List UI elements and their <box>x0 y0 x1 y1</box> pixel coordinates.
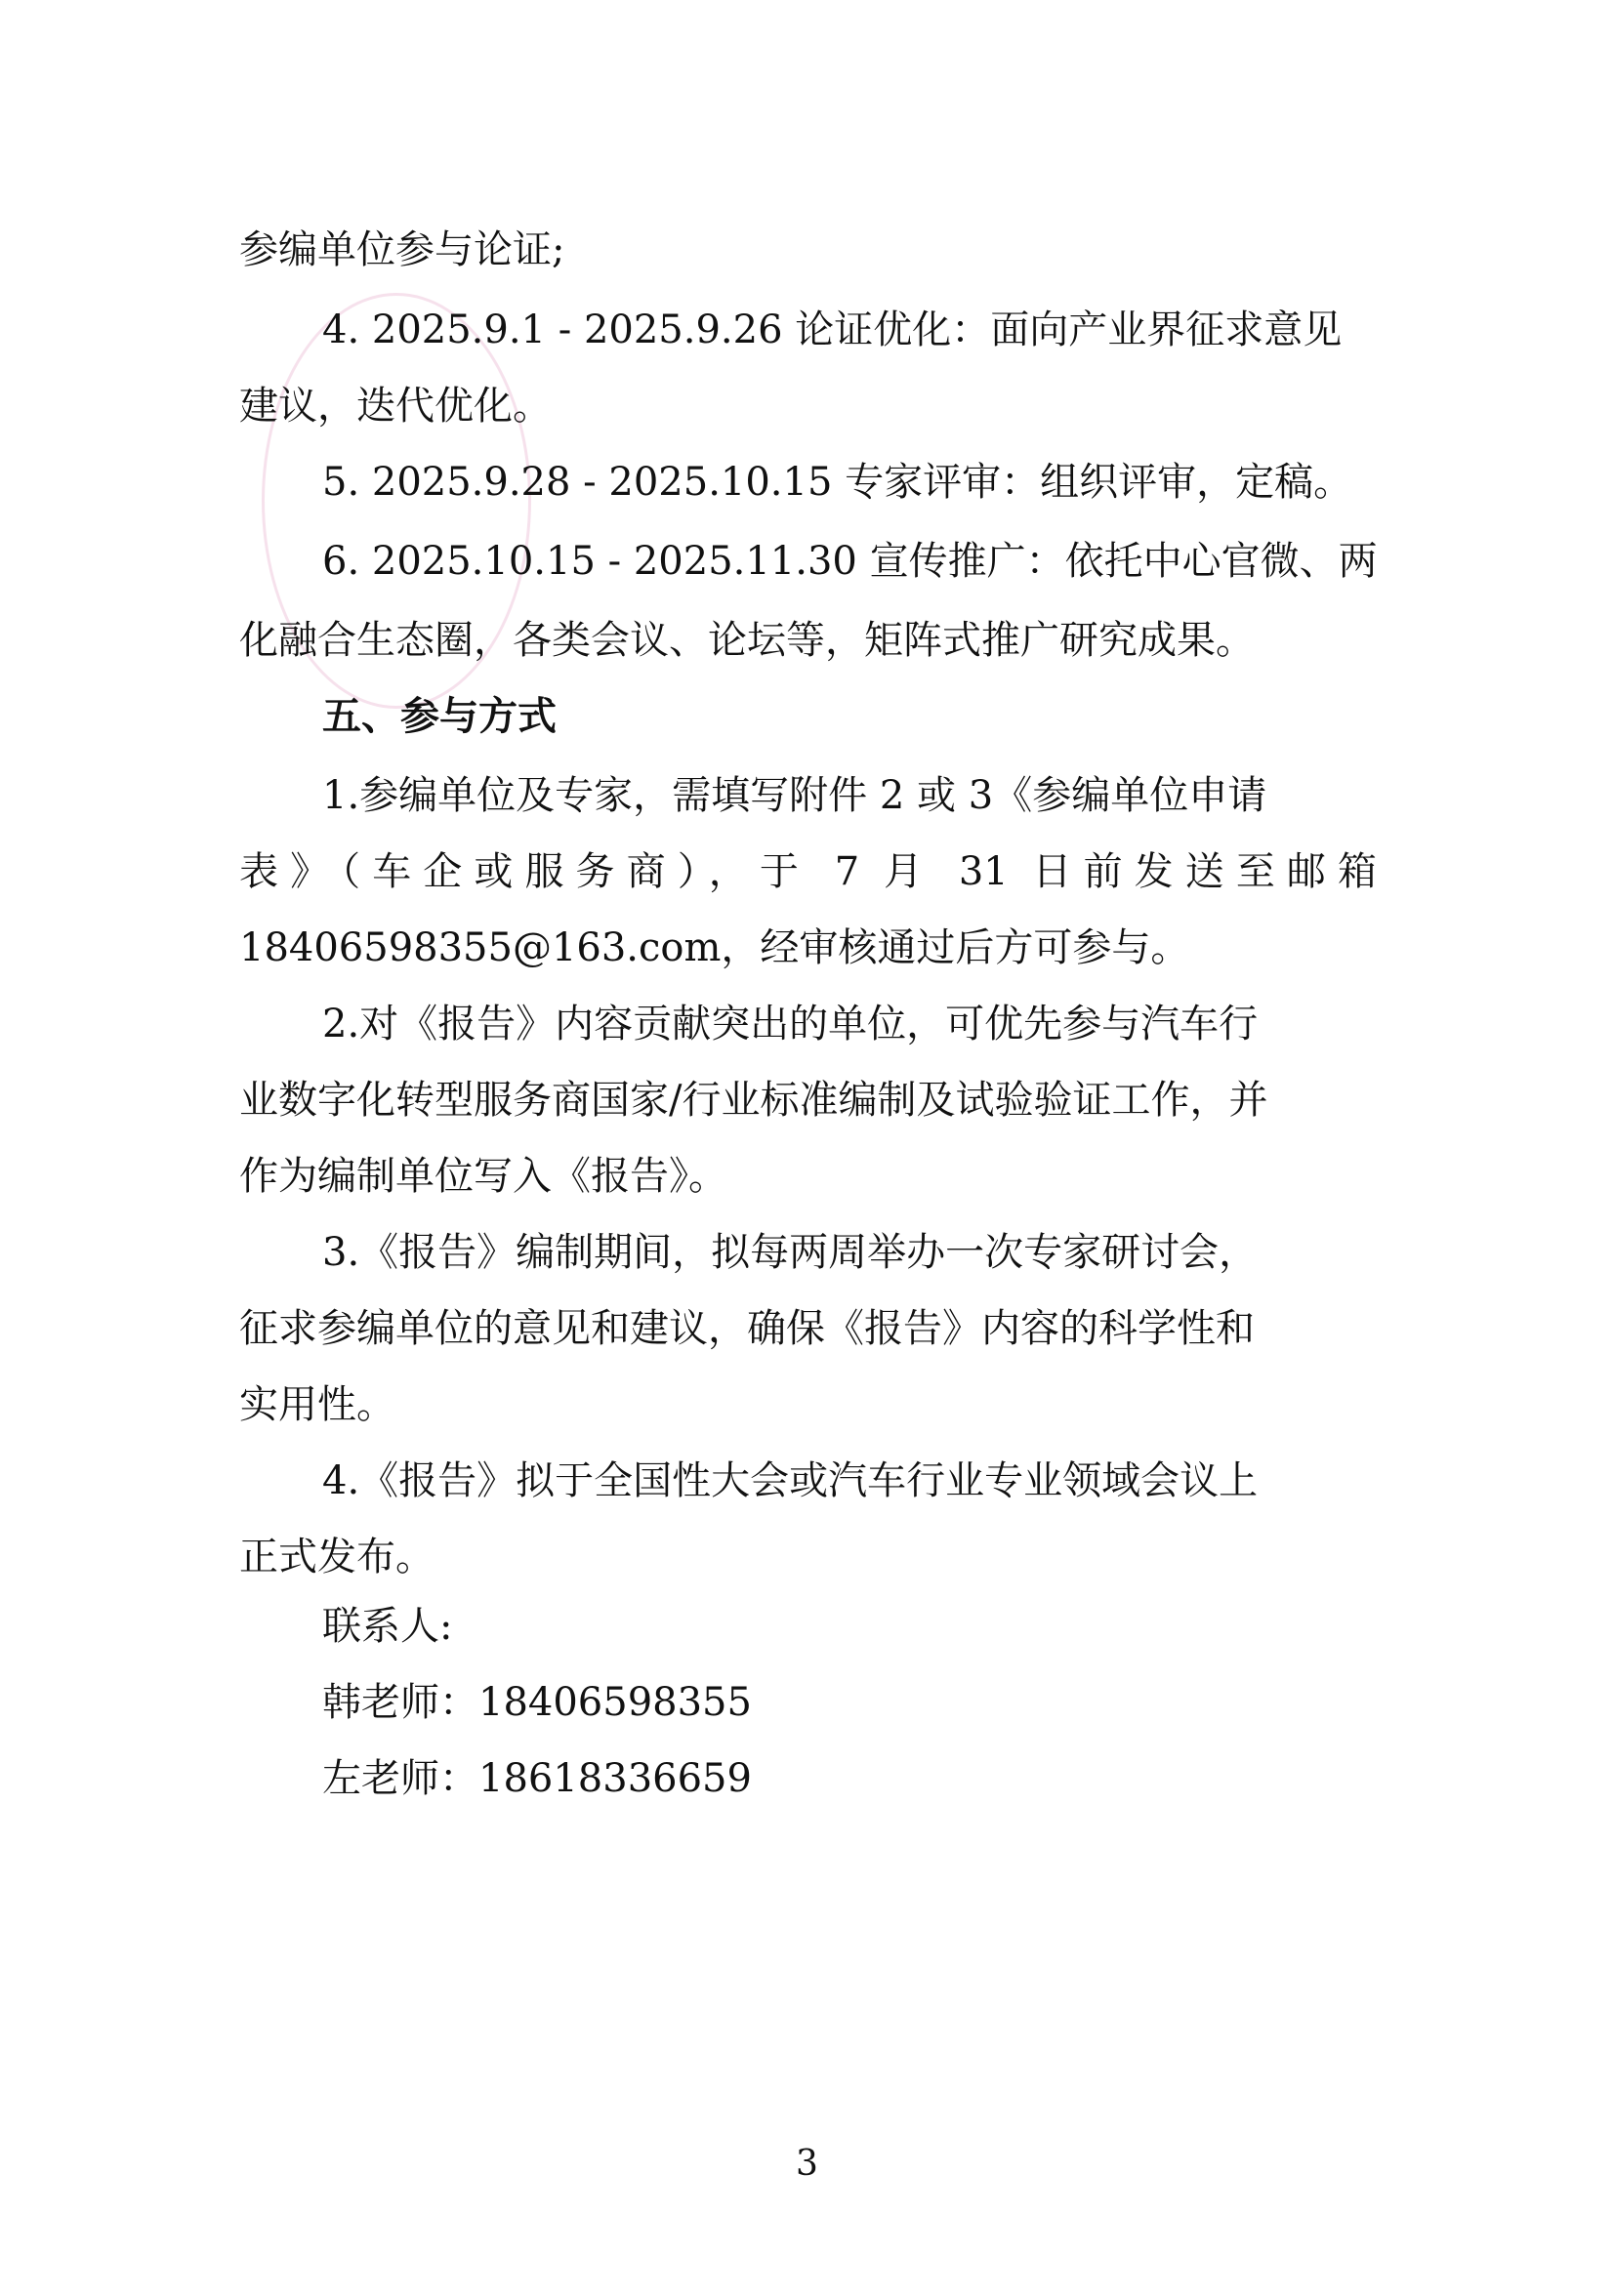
text-line: 1.参编单位及专家，需填写附件 2 或 3《参编单位申请 <box>322 773 1267 818</box>
text-line: 实用性。 <box>239 1382 395 1427</box>
text-line: 4.《报告》拟于全国性大会或汽车行业专业领域会议上 <box>322 1458 1259 1503</box>
text-line: 参编单位参与论证; <box>239 227 565 272</box>
text-line-email: 18406598355@163.com，经审核通过后方可参与。 <box>239 925 1190 970</box>
text-line: 征求参编单位的意见和建议，确保《报告》内容的科学性和 <box>239 1306 1255 1351</box>
text-line: 化融合生态圈，各类会议、论坛等，矩阵式推广研究成果。 <box>239 618 1255 663</box>
text-line: 4. 2025.9.1 - 2025.9.26 论证优化：面向产业界征求意见 <box>322 308 1343 352</box>
text-line: 正式发布。 <box>239 1535 435 1579</box>
text-line: 5. 2025.9.28 - 2025.10.15 专家评审：组织评审，定稿。 <box>322 460 1353 505</box>
contact-han: 韩老师：18406598355 <box>322 1680 752 1725</box>
text-line: 3.《报告》编制期间，拟每两周举办一次专家研讨会， <box>322 1230 1259 1275</box>
text-line: 6. 2025.10.15 - 2025.11.30 宣传推广：依托中心官微、两 <box>322 539 1378 584</box>
page-number: 3 <box>796 2144 818 2184</box>
section-heading: 五、参与方式 <box>322 693 557 739</box>
contact-zuo: 左老师：18618336659 <box>322 1756 752 1801</box>
text-line: 2.对《报告》内容贡献突出的单位，可优先参与汽车行 <box>322 1002 1259 1046</box>
text-line: 作为编制单位写入《报告》。 <box>239 1154 727 1199</box>
contact-label: 联系人: <box>322 1604 453 1649</box>
text-line: 建议，迭代优化。 <box>239 384 552 429</box>
text-line: 表》（车企或服务商），于 7 月 31 日前发送至邮箱 <box>239 849 1377 894</box>
text-line: 业数字化转型服务商国家/行业标准编制及试验验证工作，并 <box>239 1078 1268 1123</box>
